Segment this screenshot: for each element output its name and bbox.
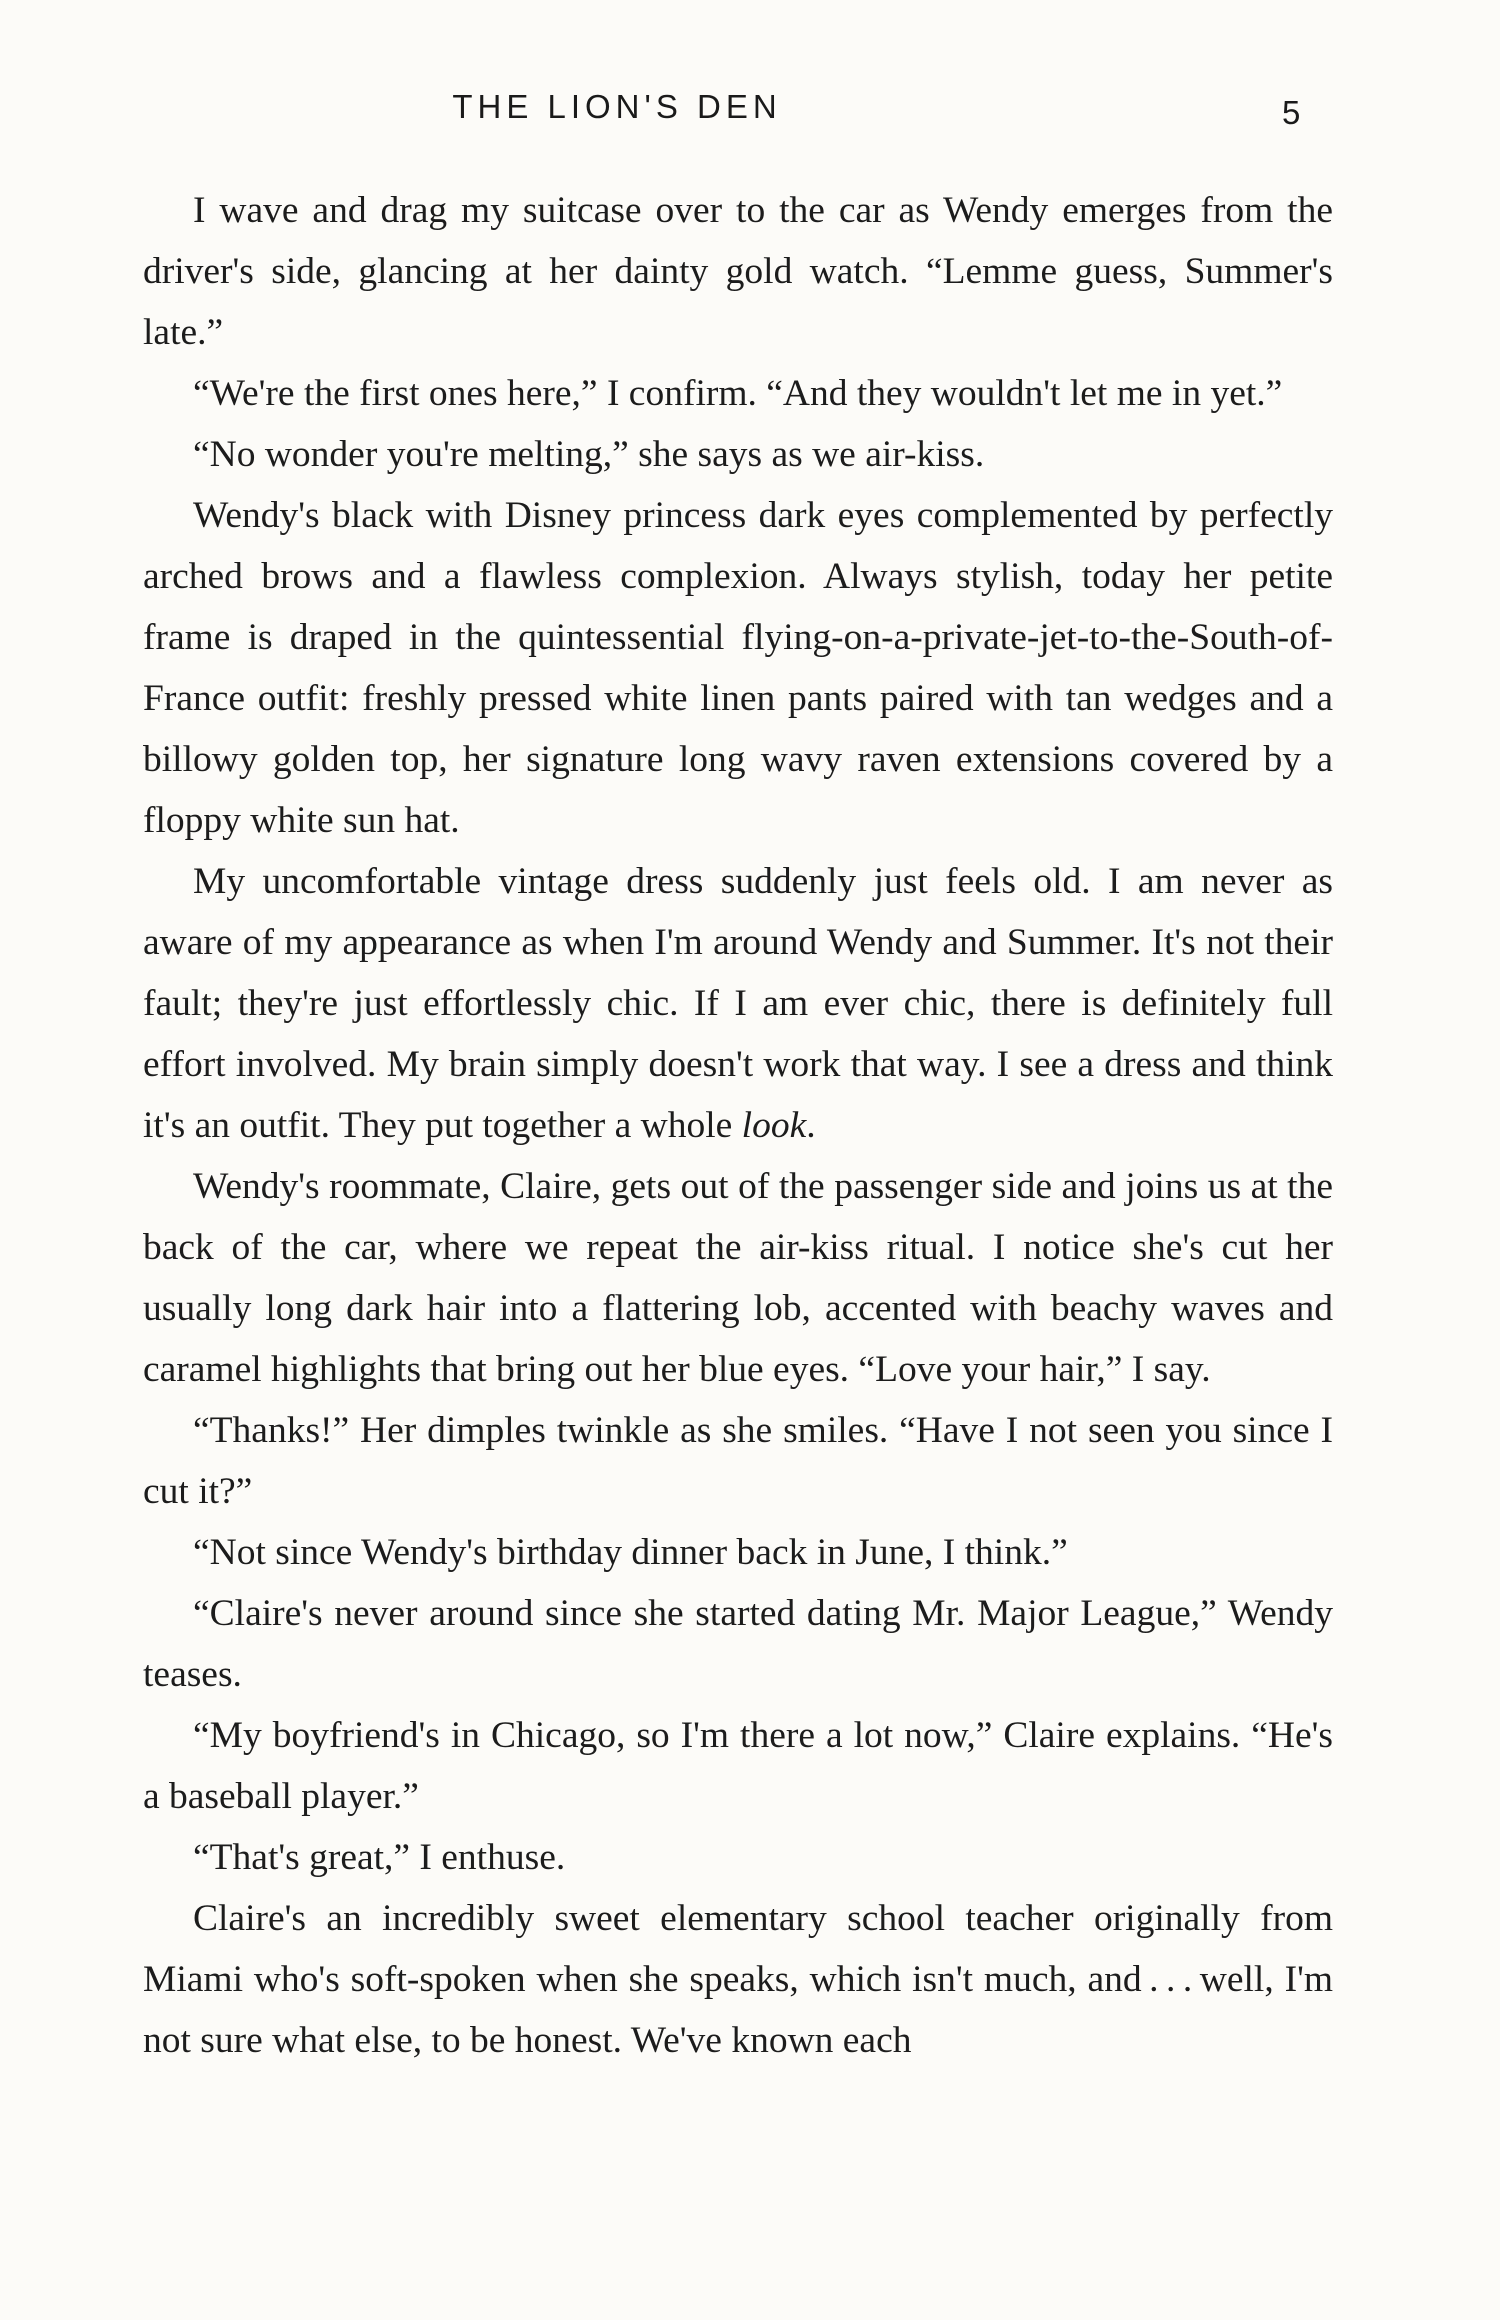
running-title: THE LION'S DEN — [452, 88, 782, 125]
italic-emphasis: look — [741, 1105, 807, 1146]
paragraph: “No wonder you're melting,” she says as we air-kiss. — [193, 434, 985, 475]
paragraph: Claire's an incredibly sweet elementary school teacher originally from Miami who's soft-spoken when she speaks, which isn't much, and . . . well, I'm not sure what else, to be honest. We've known each — [143, 1898, 1333, 2061]
paragraph: I wave and drag my suitcase over to the car as Wendy emerges from the driver's side, glancing at her dainty gold watch. “Lemme guess, Summer's late.” — [143, 190, 1333, 353]
running-head — [0, 88, 1500, 138]
paragraph-tail: . — [806, 1105, 816, 1146]
paragraph: “Not since Wendy's birthday dinner back in June, I think.” — [193, 1532, 1068, 1573]
page-number: 5 — [1282, 94, 1301, 131]
paragraph: “We're the first ones here,” I confirm. “And they wouldn't let me in yet.” — [193, 373, 1283, 414]
body-text — [143, 180, 1333, 2071]
paragraph: “My boyfriend's in Chicago, so I'm there a lot now,” Claire explains. “He's a baseball player.” — [143, 1715, 1333, 1817]
paragraph: Wendy's black with Disney princess dark eyes complemented by perfectly arched brows and a flawless complexion. Always stylish, today her petite frame is draped in the quintessential flying-on-a-private-jet-to-the-South-of-France outfit: freshly pressed white linen pants paired with tan wedges and a billowy golden top, her signature long wavy raven extensions covered by a floppy white sun hat. — [143, 495, 1333, 841]
paragraph — [143, 851, 1333, 1156]
paragraph: Wendy's roommate, Claire, gets out of the passenger side and joins us at the back of the car, where we repeat the air-kiss ritual. I notice she's cut her usually long dark hair into a flattering lob, accented with beachy waves and caramel highlights that bring out her blue eyes. “Love your hair,” I say. — [143, 1166, 1333, 1390]
paragraph: “That's great,” I enthuse. — [193, 1837, 566, 1878]
paragraph: “Claire's never around since she started dating Mr. Major League,” Wendy teases. — [143, 1593, 1333, 1695]
paragraph: “Thanks!” Her dimples twinkle as she smiles. “Have I not seen you since I cut it?” — [143, 1410, 1333, 1512]
paragraph-text: My uncomfortable vintage dress suddenly just feels old. I am never as aware of my appearance as when I'm around Wendy and Summer. It's not their fault; they're just effortlessly chic. If I am ever chic, there is definitely full effort involved. My brain simply doesn't work that way. I see a dress and think it's an outfit. They put together a whole — [143, 861, 1333, 1146]
